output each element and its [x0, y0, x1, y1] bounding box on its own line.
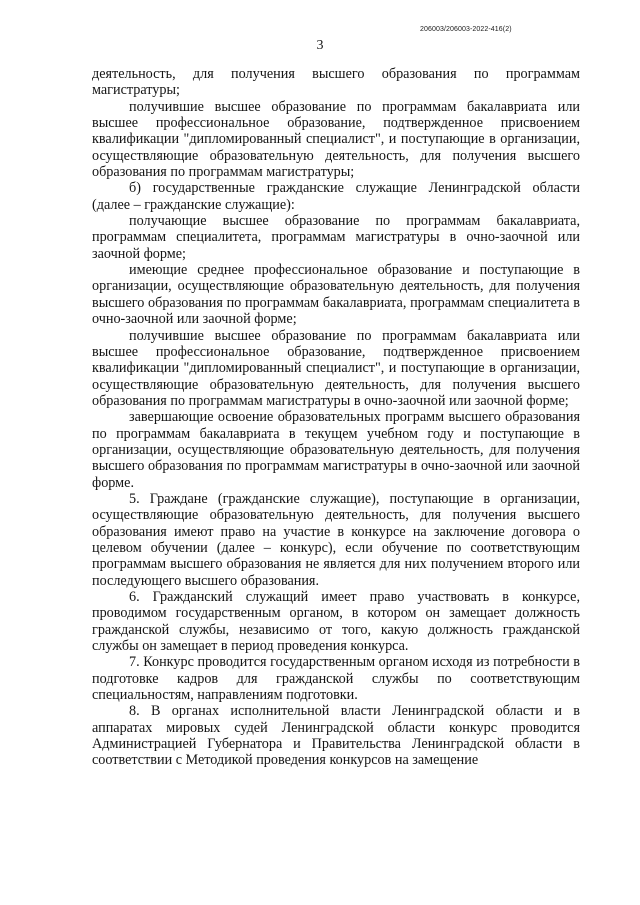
paragraph-item-8: 8. В органах исполнительной власти Ленинградской области и в аппаратах мировых судей Ленинградской области конкурс проводится Администрацией Губернатора и Правительства Ленинградской области в соответствии с Методикой проведения конкурсов на замещение	[92, 703, 580, 769]
paragraph: получившие высшее образование по программам бакалавриата или высшее профессиональное образование, подтвержденное присвоением квалификации "дипломированный специалист", и поступающие в организации, осуществляющие образовательную деятельность, для получения высшего образования по программам магистратуры в очно-заочной или заочной форме;	[92, 327, 580, 409]
paragraph: получившие высшее образование по программам бакалавриата или высшее профессиональное образование, подтвержденное присвоением квалификации "дипломированный специалист", и поступающие в организации, осуществляющие образовательную деятельность, для получения высшего образования по программам магистратуры;	[92, 98, 580, 181]
paragraph: завершающие освоение образовательных программ высшего образования по программам бакалавриата в текущем учебном году и поступающие в организации, осуществляющие образовательную деятельность, для получения высшего образования по программам магистратуры в очно-заочной или заочной форме.	[92, 409, 580, 491]
page-number: 3	[316, 38, 324, 53]
paragraph: имеющие среднее профессиональное образование и поступающие в организации, осуществляющие образовательную деятельность, для получения высшего образования по программам бакалавриата, программам специалитета в очно-заочной или заочной форме;	[92, 262, 580, 328]
paragraph-subpoint-b: б) государственные гражданские служащие Ленинградской области (далее – гражданские служащие):	[92, 180, 580, 213]
paragraph-item-7: 7. Конкурс проводится государственным органом исходя из потребности в подготовке кадров для гражданской службы по соответствующим специальностям, направлениям подготовки.	[92, 654, 580, 704]
paragraph-item-5: 5. Граждане (гражданские служащие), поступающие в организации, осуществляющие образовательную деятельность, для получения высшего образования имеют право на участие в конкурсе на заключение договора о целевом обучении (далее – конкурс), если обучение по соответствующим программам высшего образования не является для них получением второго или последующего высшего образования.	[92, 490, 580, 589]
paragraph: получающие высшее образование по программам бакалавриата, программам специалитета, программам магистратуры в очно-заочной или заочной форме;	[92, 213, 580, 262]
document-id: 206003/206003-2022-416(2)	[420, 26, 512, 33]
document-body	[92, 66, 580, 769]
paragraph-item-6: 6. Гражданский служащий имеет право участвовать в конкурсе, проводимом государственным органом, в котором он замещает должность гражданской службы, независимо от того, какую должность гражданской службы он замещает в период проведения конкурса.	[92, 589, 580, 655]
paragraph-continuation: деятельность, для получения высшего образования по программам магистратуры;	[92, 66, 580, 99]
